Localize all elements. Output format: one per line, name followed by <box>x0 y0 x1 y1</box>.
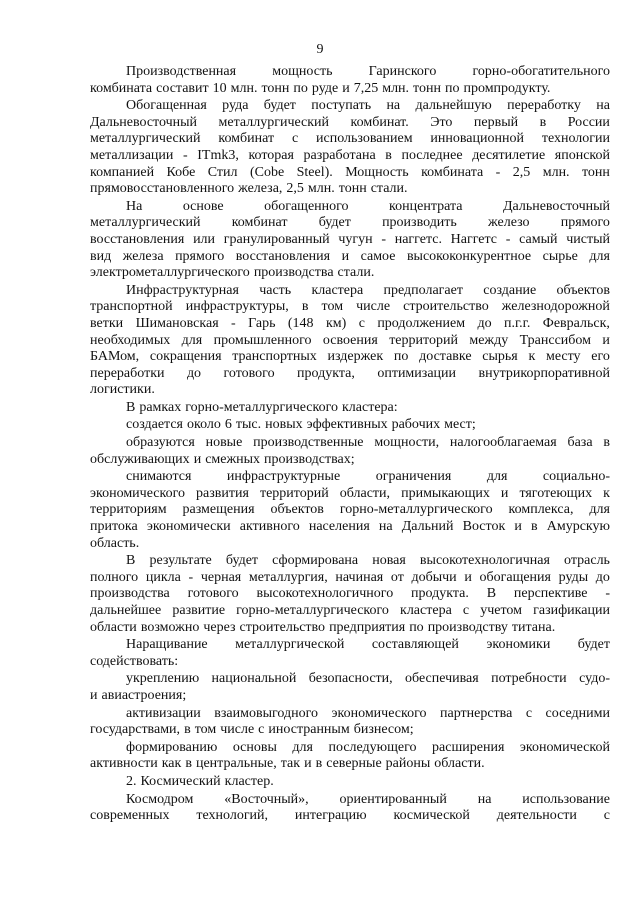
text-line: компанией Кобе Стил (Cobe Steel). Мощность комбината - 2,5 млн. тонн <box>90 164 610 180</box>
text-line: область. <box>90 535 140 551</box>
text-line: обслуживающих и смежных производствах; <box>90 451 355 467</box>
text-line: 2. Космический кластер. <box>126 773 274 789</box>
text-line: активизации взаимовыгодного экономического партнерства с соседними <box>126 705 610 721</box>
paragraph <box>90 283 610 399</box>
text-line: экономического развития территорий области, примыкающих и тяготеющих к <box>90 485 610 501</box>
text-line: образуются новые производственные мощности, налогооблагаемая база в <box>126 435 610 451</box>
text-line: На основе обогащенного концентрата Дальневосточный <box>126 198 610 214</box>
text-line: Космодром «Восточный», ориентированный на использование <box>126 791 610 807</box>
text-line: ветки Шимановская - Гарь (148 км) с продолжением до п.г.г. Февральск, <box>90 315 610 331</box>
text-line: восстановления или гранулированный чугун - наггетс. Наггетс - самый чистый <box>90 231 610 247</box>
document-body <box>90 64 610 826</box>
text-line: снимаются инфраструктурные ограничения для социально- <box>126 469 610 485</box>
text-line: области возможно через строительство предприятия по производству титана. <box>90 619 556 635</box>
paragraph <box>90 740 610 773</box>
text-line: содействовать: <box>90 653 179 669</box>
text-line: создается около 6 тыс. новых эффективных рабочих мест; <box>126 417 476 433</box>
paragraph <box>90 553 610 636</box>
text-line: Производственная мощность Гаринского горно-обогатительного <box>126 64 610 79</box>
text-line: Наращивание металлургической составляющей экономики будет <box>126 637 610 653</box>
paragraph <box>90 637 610 670</box>
text-line: полного цикла - черная металлургия, начиная от добычи и обогащения руды до <box>90 569 610 585</box>
paragraph <box>90 792 610 825</box>
text-line: В рамках горно-металлургического кластера: <box>126 399 398 415</box>
paragraph <box>90 417 610 434</box>
paragraph <box>90 671 610 704</box>
text-line: электрометаллургического производства стали. <box>90 265 375 281</box>
text-line: производства готового высокотехнологичного продукта. В перспективе - <box>90 586 610 602</box>
text-line: металлургический комбинат с использованием инновационной технологии <box>90 131 610 147</box>
text-line: необходимых для промышленного освоения территорий между Транссибом и <box>90 332 610 348</box>
text-line: дальнейшее развитие горно-металлургического кластера с учетом газификации <box>90 603 610 618</box>
text-line: переработки до готового продукта, оптимизации внутрикорпоративной <box>90 365 610 381</box>
paragraph <box>90 774 610 791</box>
paragraph <box>90 706 610 739</box>
paragraph <box>90 435 610 468</box>
text-line: логистики. <box>90 382 155 398</box>
text-line: территориям размещения объектов горно-металлургического комплекса, для <box>90 502 610 518</box>
paragraph <box>90 64 610 97</box>
text-line: Дальневосточный металлургический комбинат. Это первый в России <box>90 114 610 130</box>
text-line: транспортной инфраструктуры, в том числе строительство железнодорожной <box>90 299 610 315</box>
text-line: вид железа прямого восстановления и самое высококонкурентное сырье для <box>90 248 610 264</box>
text-line: и авиастроения; <box>90 687 187 703</box>
text-line: укреплению национальной безопасности, обеспечивая потребности судо- <box>126 671 610 687</box>
text-line: В результате будет сформирована новая высокотехнологичная отрасль <box>126 553 610 569</box>
text-line: притока экономически активного населения на Дальний Восток и в Амурскую <box>90 519 610 535</box>
paragraph <box>90 98 610 198</box>
text-line: формированию основы для последующего расширения экономической <box>126 739 610 755</box>
page-number: 9 <box>316 42 324 57</box>
paragraph <box>90 400 610 417</box>
text-line: современных технологий, интеграцию космической деятельности с <box>90 808 610 824</box>
text-line: Инфраструктурная часть кластера предполагает создание объектов <box>126 282 610 298</box>
text-line: государствами, в том числе с иностранным бизнесом; <box>90 722 414 738</box>
text-line: комбината составит 10 млн. тонн по руде и 7,25 млн. тонн по промпродукту. <box>90 80 551 96</box>
text-line: металлургический комбинат будет производить железо прямого <box>90 215 610 231</box>
paragraph <box>90 199 610 282</box>
text-line: прямовосстановленного железа, 2,5 млн. тонн стали. <box>90 181 408 197</box>
text-line: активности как в центральные, так и в северные районы области. <box>90 756 485 772</box>
paragraph <box>90 469 610 552</box>
text-line: металлизации - ITmk3, которая разработана в последнее десятилетие японской <box>90 147 610 163</box>
text-line: Обогащенная руда будет поступать на дальнейшую переработку на <box>126 98 610 114</box>
text-line: БАМом, сокращения транспортных издержек по доставке сырья к месту его <box>90 349 610 365</box>
